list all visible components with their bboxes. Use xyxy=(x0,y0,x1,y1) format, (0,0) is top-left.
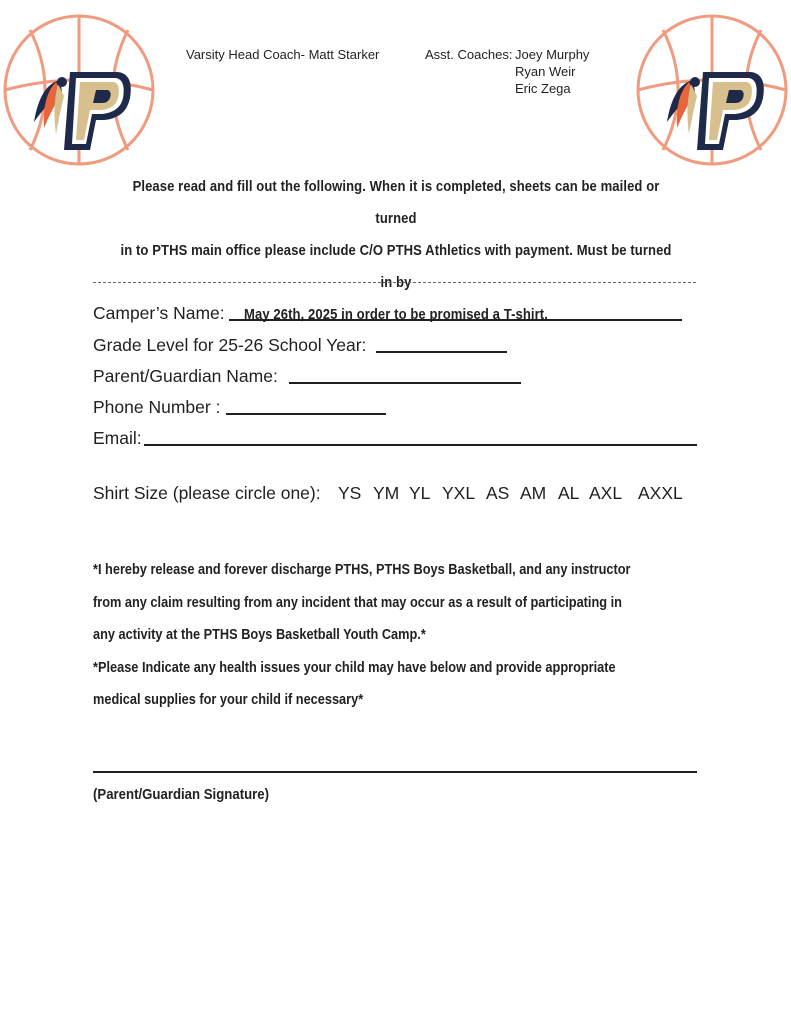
asst-coach-2: Ryan Weir xyxy=(515,64,576,79)
shirt-size-ys[interactable]: YS xyxy=(338,483,362,503)
shirt-size-label: Shirt Size (please circle one): xyxy=(93,483,321,503)
deadline-date: May 26th, 2025 xyxy=(244,307,338,323)
shirt-size-as[interactable]: AS xyxy=(486,483,510,503)
email-label: Email: xyxy=(93,428,142,448)
shirt-size-al[interactable]: AL xyxy=(558,483,580,503)
health-line-2: medical supplies for your child if necessary* xyxy=(93,692,364,708)
shirt-size-am[interactable]: AM xyxy=(520,483,547,503)
asst-coach-1: Joey Murphy xyxy=(515,47,590,62)
health-line-1: *Please Indicate any health issues your child may have below and provide appropriate xyxy=(93,659,616,676)
dashed-divider xyxy=(93,282,696,283)
shirt-size-axxl[interactable]: AXXL xyxy=(638,483,683,503)
release-line-2: from any claim resulting from any incident that may occur as a result of participating in xyxy=(93,594,622,611)
phone-number-label: Phone Number : xyxy=(93,397,221,417)
asst-coaches-label: Asst. Coaches: xyxy=(425,47,513,62)
phone-number-line[interactable] xyxy=(226,413,386,415)
team-logo-right xyxy=(633,10,791,170)
grade-level-line[interactable] xyxy=(376,351,507,353)
email-line[interactable] xyxy=(144,444,697,446)
instructions-line-3-rest: in order to be promised a T-shirt. xyxy=(337,307,548,323)
team-logo-left xyxy=(0,10,158,170)
shirt-size-yl[interactable]: YL xyxy=(409,483,431,503)
signature-label: (Parent/Guardian Signature) xyxy=(93,786,270,803)
release-line-3: any activity at the PTHS Boys Basketball Youth Camp.* xyxy=(93,627,426,643)
instructions-line-1: Please read and fill out the following. When it is completed, sheets can be mailed or turned xyxy=(132,179,660,227)
release-statement xyxy=(93,554,700,717)
campers-name-line[interactable] xyxy=(229,319,682,321)
campers-name-label: Camper’s Name: xyxy=(93,303,225,323)
instructions-line-2: in to PTHS main office please include C/O PTHS Athletics with payment. Must be turned in by xyxy=(120,243,672,291)
shirt-size-ym[interactable]: YM xyxy=(373,483,400,503)
asst-coach-3: Eric Zega xyxy=(515,81,571,96)
signature-line[interactable] xyxy=(93,771,697,773)
shirt-size-axl[interactable]: AXL xyxy=(589,483,623,503)
parent-name-label: Parent/Guardian Name: xyxy=(93,366,278,386)
head-coach: Varsity Head Coach- Matt Starker xyxy=(186,47,380,62)
grade-level-label: Grade Level for 25-26 School Year: xyxy=(93,335,367,355)
parent-name-line[interactable] xyxy=(289,382,521,384)
release-line-1: *I hereby release and forever discharge PTHS, PTHS Boys Basketball, and any instructor xyxy=(93,562,631,578)
shirt-size-yxl[interactable]: YXL xyxy=(442,483,476,503)
